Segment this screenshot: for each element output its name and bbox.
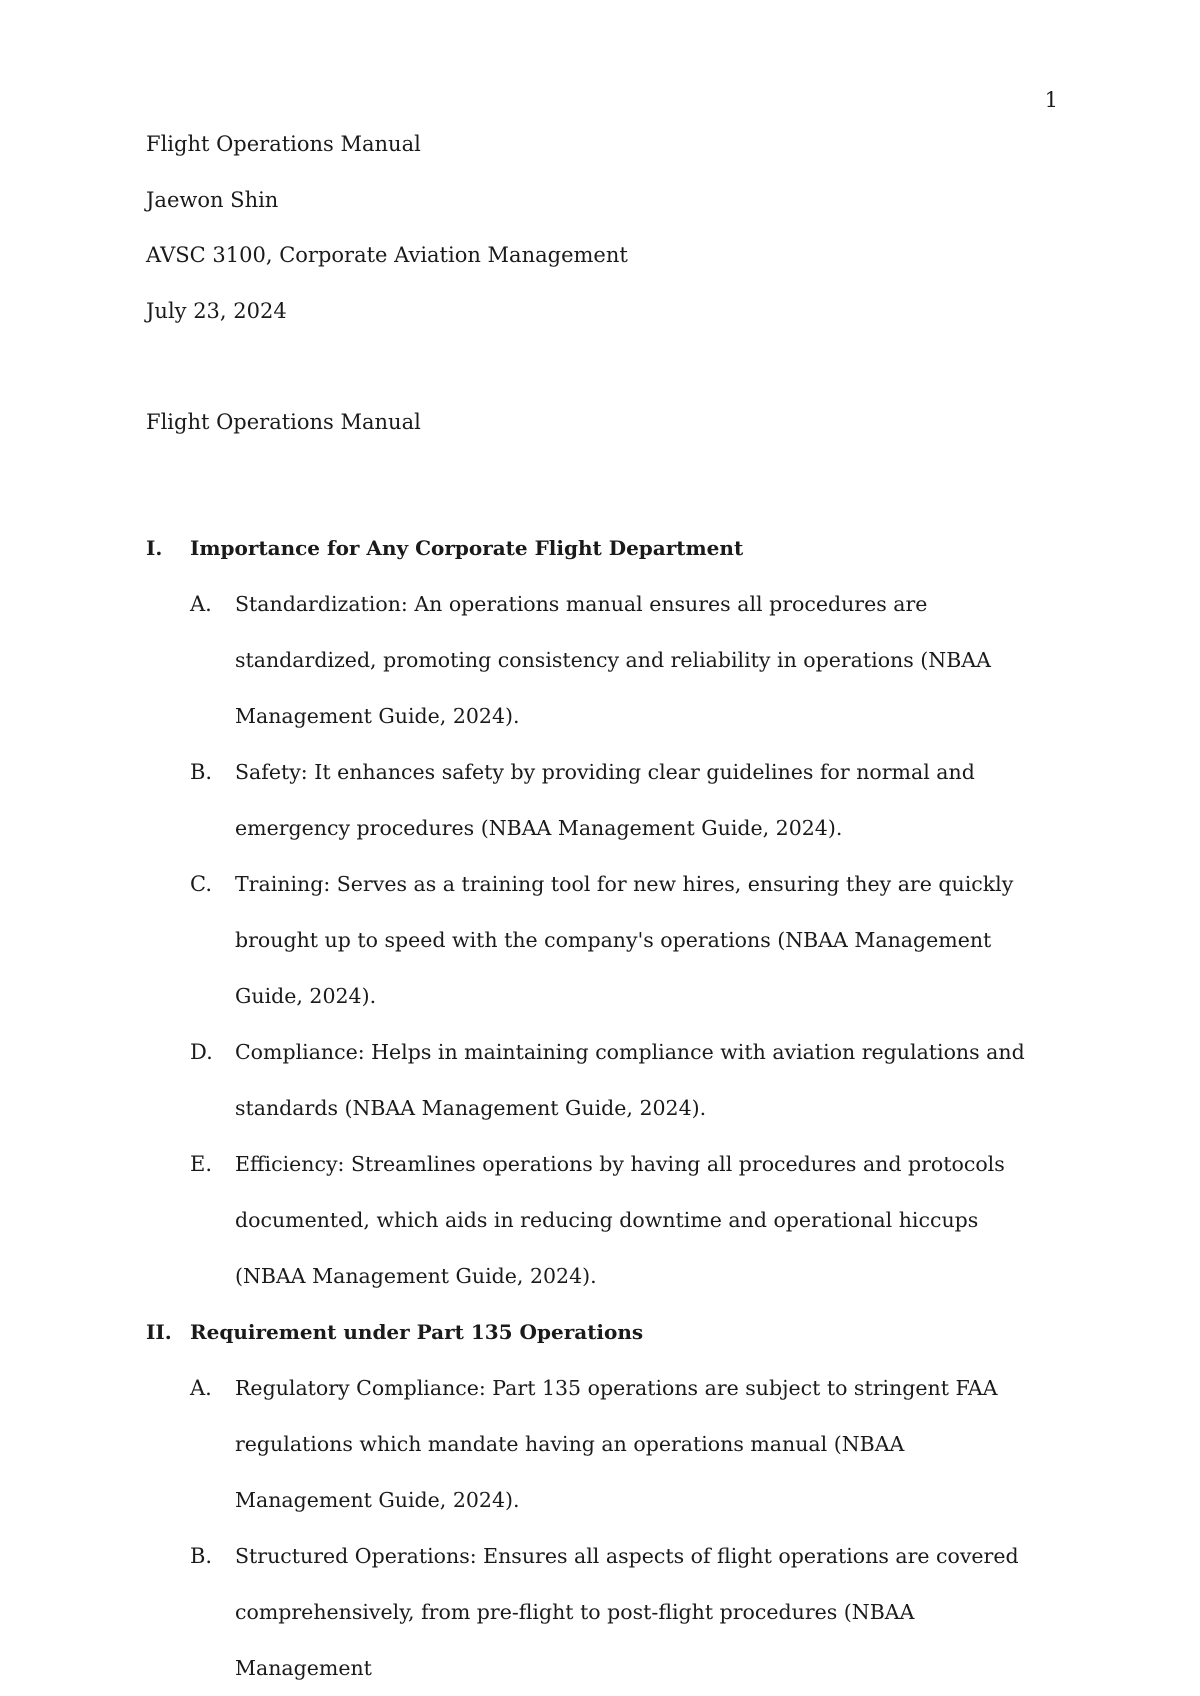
outline-item bbox=[146, 1360, 1046, 1528]
section-title: Importance for Any Corporate Flight Department bbox=[190, 536, 744, 560]
section-title: Requirement under Part 135 Operations bbox=[190, 1320, 644, 1344]
item-letter: D. bbox=[190, 1040, 213, 1064]
outline-section bbox=[146, 520, 1046, 1304]
outline-item bbox=[146, 576, 1046, 744]
item-text: Structured Operations: Ensures all aspects of flight operations are covered comprehensively, from pre-flight to post-flight procedures (NBAA Management bbox=[235, 1544, 1019, 1680]
document-date: July 23, 2024 bbox=[146, 298, 287, 323]
outline-item bbox=[146, 1024, 1046, 1136]
header-title: Flight Operations Manual bbox=[146, 132, 421, 156]
section-items bbox=[146, 576, 1046, 1304]
item-text: Standardization: An operations manual ensures all procedures are standardized, promoting consistency and reliability in operations (NBAA Management Guide, 2024). bbox=[235, 592, 991, 728]
document-title: Flight Operations Manual bbox=[146, 410, 421, 434]
section-numeral: II. bbox=[146, 1320, 172, 1344]
item-text: Safety: It enhances safety by providing clear guidelines for normal and emergency procedures (NBAA Management Guide, 2024). bbox=[235, 760, 975, 840]
course-name: AVSC 3100, Corporate Aviation Management bbox=[146, 243, 628, 267]
item-text: Training: Serves as a training tool for new hires, ensuring they are quickly brought up to speed with the company's operations (NBAA Management Guide, 2024). bbox=[235, 872, 1014, 1008]
item-letter: E. bbox=[190, 1152, 213, 1176]
outline-item bbox=[146, 1136, 1046, 1304]
outline bbox=[146, 520, 1046, 1696]
section-items bbox=[146, 1360, 1046, 1696]
section-heading bbox=[146, 1304, 1046, 1360]
outline-section bbox=[146, 1304, 1046, 1696]
author-name: Jaewon Shin bbox=[146, 187, 279, 212]
title-block bbox=[146, 132, 1066, 354]
item-text: Regulatory Compliance: Part 135 operations are subject to stringent FAA regulations which mandate having an operations manual (NBAA Management Guide, 2024). bbox=[235, 1376, 998, 1512]
page-number: 1 bbox=[1044, 88, 1058, 112]
item-letter: B. bbox=[190, 760, 213, 784]
section-numeral: I. bbox=[146, 536, 163, 560]
outline-item bbox=[146, 744, 1046, 856]
outline-item bbox=[146, 1528, 1046, 1696]
item-letter: B. bbox=[190, 1544, 213, 1568]
item-letter: C. bbox=[190, 872, 212, 896]
section-heading bbox=[146, 520, 1046, 576]
item-text: Compliance: Helps in maintaining compliance with aviation regulations and standards (NBAA Management Guide, 2024). bbox=[235, 1040, 1025, 1120]
item-letter: A. bbox=[190, 592, 212, 616]
item-letter: A. bbox=[190, 1376, 212, 1400]
item-text: Efficiency: Streamlines operations by having all procedures and protocols documented, which aids in reducing downtime and operational hiccups (NBAA Management Guide, 2024). bbox=[235, 1152, 1005, 1288]
outline-item bbox=[146, 856, 1046, 1024]
